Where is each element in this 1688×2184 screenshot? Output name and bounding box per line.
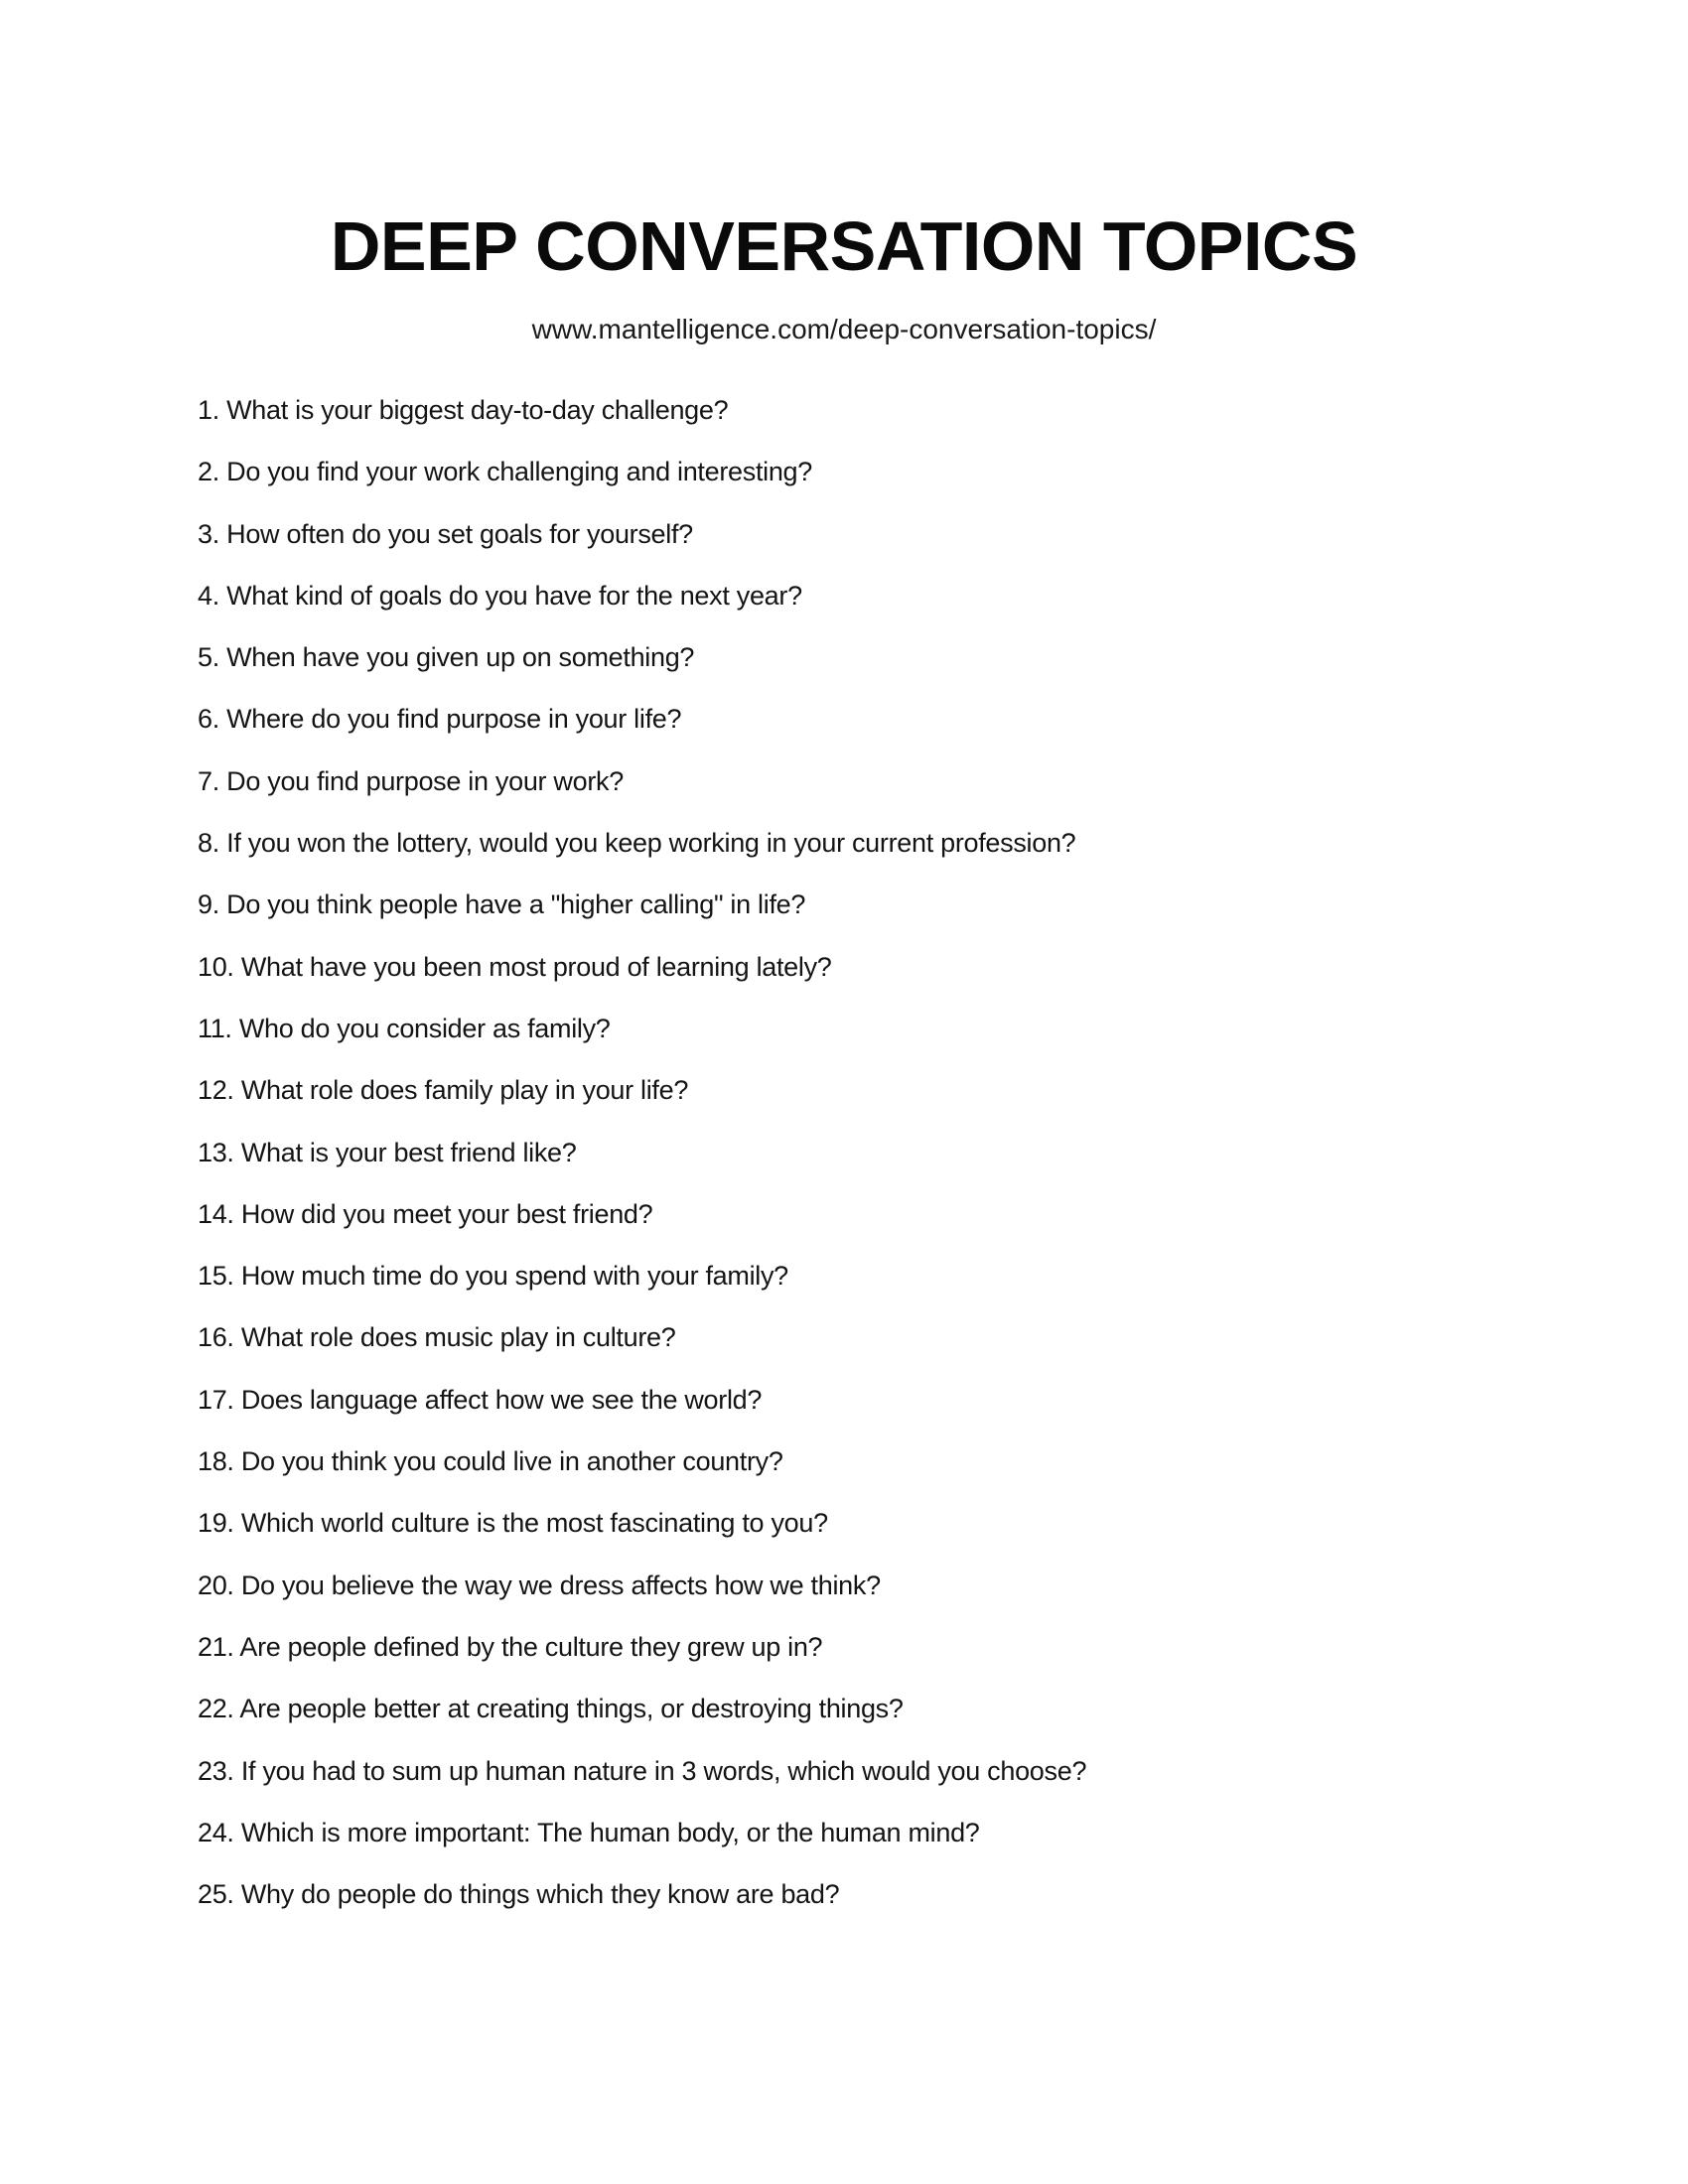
item-number: 21. xyxy=(198,1631,234,1662)
item-text: Are people defined by the culture they grew up in? xyxy=(239,1631,823,1662)
list-item xyxy=(198,887,1086,948)
item-number: 19. xyxy=(198,1508,234,1539)
item-number: 11. xyxy=(198,1013,232,1043)
item-text: What role does family play in your life? xyxy=(240,1075,689,1106)
item-text: What role does music play in culture? xyxy=(240,1322,676,1353)
item-text: Who do you consider as family? xyxy=(238,1013,611,1043)
list-item xyxy=(198,1443,1086,1505)
item-text: Are people better at creating things, or destroying things? xyxy=(239,1694,904,1724)
item-number: 20. xyxy=(198,1570,234,1600)
list-item xyxy=(198,454,1086,515)
item-text: What kind of goals do you have for the next year? xyxy=(226,580,802,611)
item-text: How often do you set goals for yourself? xyxy=(226,518,693,549)
item-number: 13. xyxy=(198,1137,234,1167)
list-item xyxy=(198,701,1086,762)
item-text: How much time do you spend with your family? xyxy=(240,1261,788,1292)
item-text: Do you believe the way we dress affects how we think? xyxy=(240,1570,881,1600)
item-number: 10. xyxy=(198,951,234,982)
list-item xyxy=(198,825,1086,887)
item-number: 7. xyxy=(198,765,219,796)
item-text: Which is more important: The human body, or the human mind? xyxy=(240,1817,980,1847)
list-item xyxy=(198,578,1086,639)
item-text: Does language affect how we see the world? xyxy=(240,1384,763,1415)
item-text: When have you given up on something? xyxy=(226,642,695,673)
item-text: What have you been most proud of learning lately? xyxy=(240,951,832,982)
page-title: DEEP CONVERSATION TOPICS xyxy=(330,207,1358,285)
item-text: Which world culture is the most fascinating to you? xyxy=(240,1508,828,1539)
item-number: 6. xyxy=(198,704,219,735)
list-item xyxy=(198,392,1086,454)
list-item xyxy=(198,1072,1086,1134)
topic-list xyxy=(198,392,1086,1938)
item-number: 17. xyxy=(198,1384,234,1415)
item-number: 4. xyxy=(198,580,219,611)
item-number: 23. xyxy=(198,1755,234,1786)
item-number: 18. xyxy=(198,1446,234,1477)
item-number: 15. xyxy=(198,1261,234,1292)
list-item xyxy=(198,1258,1086,1319)
list-item xyxy=(198,1196,1086,1258)
list-item xyxy=(198,1505,1086,1567)
item-number: 8. xyxy=(198,828,219,859)
item-text: Do you think people have a "higher calling" in life? xyxy=(226,889,806,920)
list-item xyxy=(198,1319,1086,1381)
list-item xyxy=(198,1011,1086,1072)
item-text: Do you think you could live in another country? xyxy=(240,1446,783,1477)
item-number: 5. xyxy=(198,642,219,673)
item-number: 3. xyxy=(198,518,219,549)
list-item xyxy=(198,763,1086,825)
item-text: If you had to sum up human nature in 3 words, which would you choose? xyxy=(240,1755,1087,1786)
item-text: Where do you find purpose in your life? xyxy=(226,704,682,735)
item-text: What is your biggest day-to-day challenge? xyxy=(226,395,729,425)
item-text: If you won the lottery, would you keep working in your current profession? xyxy=(226,828,1076,859)
item-text: Do you find purpose in your work? xyxy=(226,765,624,796)
list-item xyxy=(198,1815,1086,1876)
item-number: 9. xyxy=(198,889,219,920)
item-text: What is your best friend like? xyxy=(240,1137,577,1167)
item-number: 1. xyxy=(198,395,219,425)
list-item xyxy=(198,949,1086,1011)
source-url: www.mantelligence.com/deep-conversation-topics/ xyxy=(531,314,1157,344)
list-item xyxy=(198,1629,1086,1691)
item-number: 16. xyxy=(198,1322,234,1353)
list-item xyxy=(198,1382,1086,1443)
item-number: 12. xyxy=(198,1075,234,1106)
list-item xyxy=(198,1135,1086,1196)
list-item xyxy=(198,1691,1086,1752)
item-number: 22. xyxy=(198,1694,234,1724)
list-item xyxy=(198,639,1086,701)
item-number: 14. xyxy=(198,1198,234,1229)
item-number: 25. xyxy=(198,1879,234,1910)
item-number: 2. xyxy=(198,457,219,487)
item-number: 24. xyxy=(198,1817,234,1847)
item-text: Why do people do things which they know are bad? xyxy=(240,1879,840,1910)
list-item xyxy=(198,1753,1086,1815)
item-text: How did you meet your best friend? xyxy=(240,1198,653,1229)
list-item xyxy=(198,516,1086,578)
list-item xyxy=(198,1568,1086,1629)
item-text: Do you find your work challenging and interesting? xyxy=(226,457,812,487)
list-item xyxy=(198,1876,1086,1938)
